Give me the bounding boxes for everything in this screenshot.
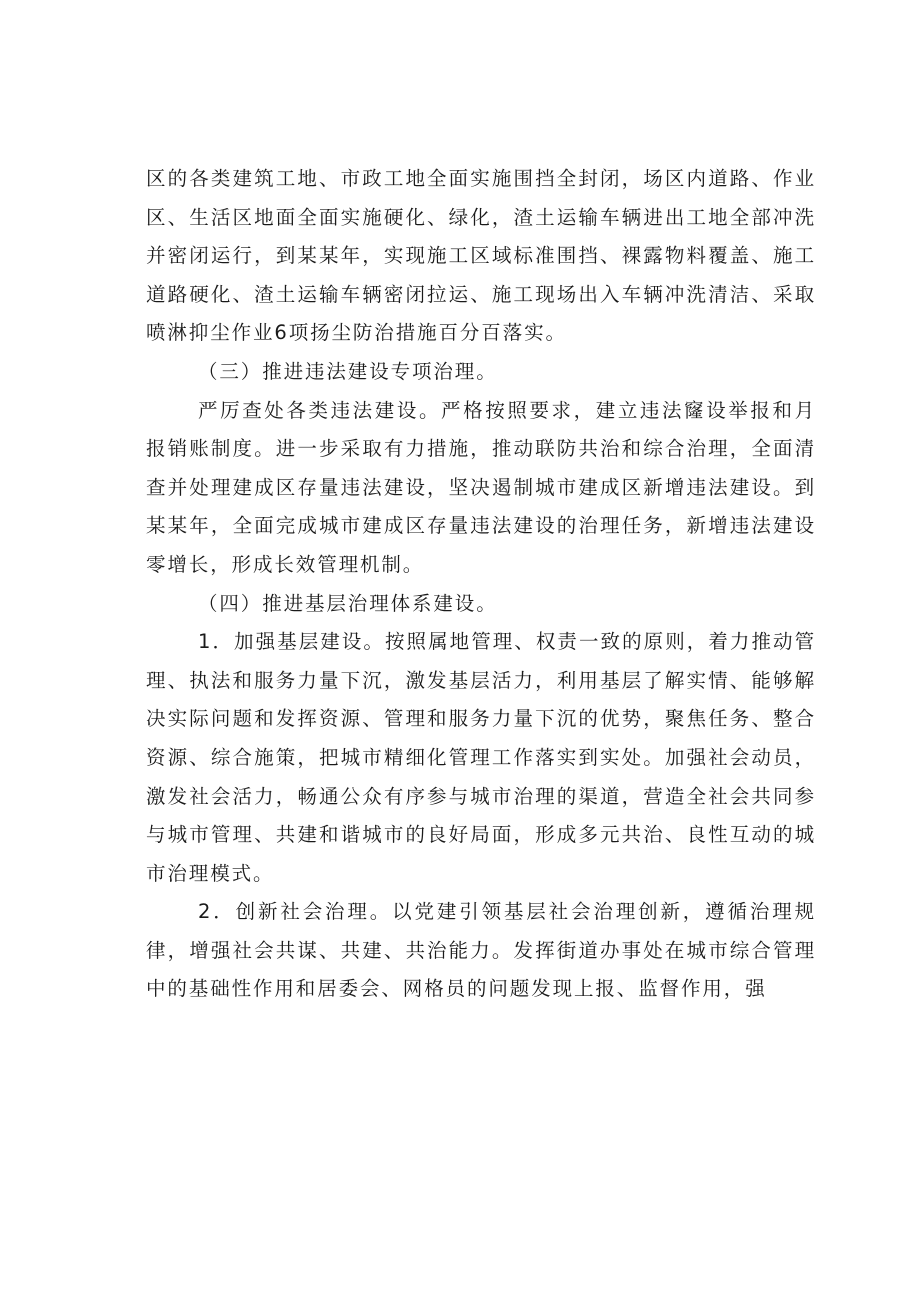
section-heading-3: （三）推进违法建设专项治理。 [198,359,498,383]
paragraph-grassroots-building: 1．加强基层建设。按照属地管理、权责一致的原则，着力推动管理、执法和服务力量下沉，激发基层活力，利用基层了解实情、能够解决实际问题和发挥资源、管理和服务力量下沉的优势，聚焦任务、整合资源、综合施策，把城市精细化管理工作落实到实处。加强社会动员，激发社会活力，畅通公众有序参与城市治理的渠道，营造全社会共同参与城市管理、共建和谐城市的良好局面，形成多元共治、良性互动的城市治理模式。 [146,630,816,885]
paragraph-construction-dust-control: 区的各类建筑工地、市政工地全面实施围挡全封闭，场区内道路、作业区、生活区地面全面实施硬化、绿化，渣土运输车辆进出工地全部冲洗并密闭运行，到某某年，实现施工区域标准围挡、裸露物料覆盖、施工道路硬化、渣土运输车辆密闭拉运、施工现场出入车辆冲洗清洁、采取喷淋抑尘作业6项扬尘防治措施百分百落实。 [146,167,816,345]
paragraph-social-governance: 2．创新社会治理。以党建引领基层社会治理创新，遵循治理规律，增强社会共谋、共建、共治能力。发挥街道办事处在城市综合管理中的基础性作用和居委会、网格员的问题发现上报、监督作用，强 [146,900,816,1001]
section-heading-4: （四）推进基层治理体系建设。 [198,591,498,615]
document-body [146,160,816,1009]
paragraph-illegal-construction: 严厉查处各类违法建设。严格按照要求，建立违法窿设举报和月报销账制度。进一步采取有力措施，推动联防共治和综合治理，全面清查并处理建成区存量违法建设，坚决遏制城市建成区新增违法建设。到某某年，全面完成城市建成区存量违法建设的治理任务，新增违法建设零增长，形成长效管理机制。 [146,398,816,576]
